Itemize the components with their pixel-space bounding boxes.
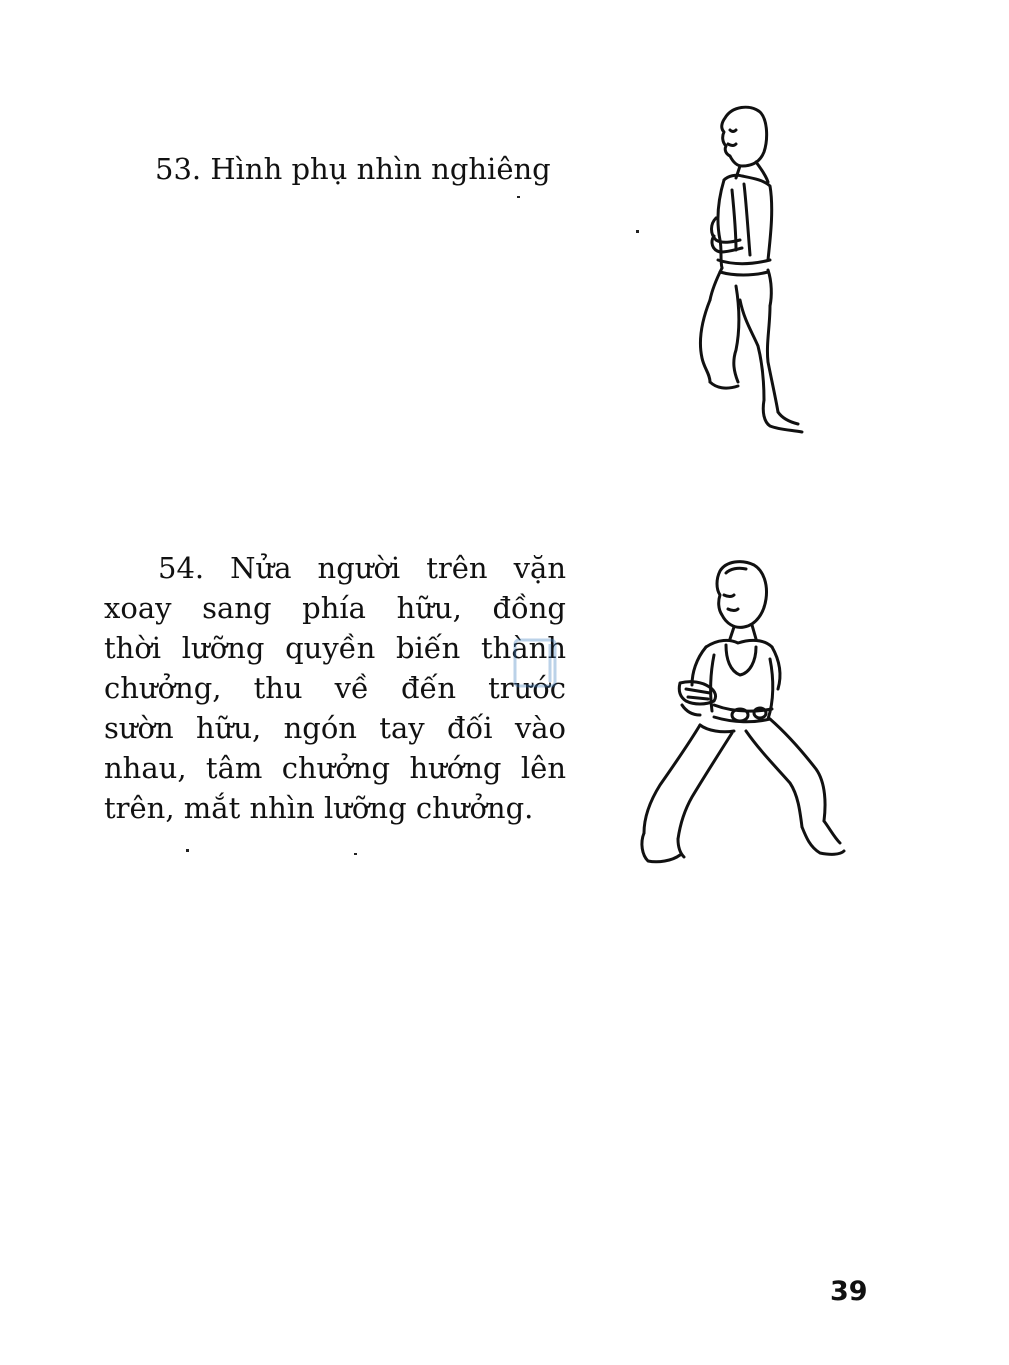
speck [517,196,520,198]
paragraph-line: xoay sang phía hữu, đồng [104,591,566,625]
caption-53: 53. Hình phụ nhìn nghiêng [155,152,551,186]
speck [186,849,189,852]
paragraph-54 [104,548,566,828]
paragraph-line: chưởng, thu về đến trước [104,671,566,705]
paragraph-line: nhau, tâm chưởng hướng lên [104,751,566,785]
paragraph-line: sườn hữu, ngón tay đối vào [104,711,566,745]
speck [636,230,639,233]
paragraph-line: trên, mắt nhìn lưỡng chưởng. [104,791,534,825]
page-number: 39 [830,1276,868,1307]
paragraph-line: thời lưỡng quyền biến thành [104,631,566,665]
paragraph-line: 54. Nửa người trên vặn [158,551,566,585]
figure-53-illustration [680,100,810,440]
figure-54-illustration [630,555,850,885]
speck [354,853,357,855]
